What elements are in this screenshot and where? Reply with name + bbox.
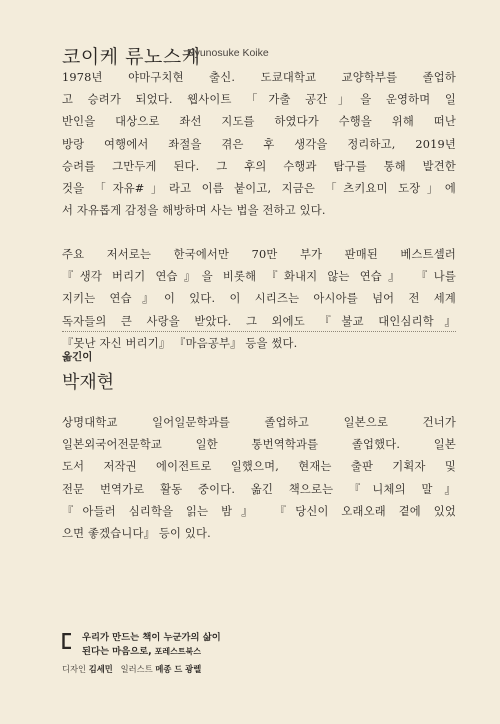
author-bio-line: 승려를 그만두게 된다. 그 후의 수행과 탐구를 통해 발견한	[62, 159, 456, 173]
publisher-name: 포레스트북스	[154, 647, 202, 656]
illust-name: 메종 드 광렐	[155, 664, 202, 674]
translator-bio-line: 도서 저작권 에이전트로 일했으며, 현재는 출판 기획자 및	[62, 460, 456, 474]
author-bio-line: 서 자유롭게 감정을 해방하며 사는 법을 전하고 있다.	[62, 204, 326, 218]
author-works-line: 독자들의 큰 사랑을 받았다. 그 외에도 『불교 대인심리학』	[62, 314, 456, 328]
translator-bio-line: 일본외국어전문학교 일한 통번역학과를 졸업했다. 일본	[62, 438, 456, 452]
publisher-logo-icon	[62, 633, 72, 649]
author-works-line: 주요 저서로는 한국에서만 70만 부가 판매된 베스트셀러	[62, 248, 456, 261]
translator-label: 옮긴이	[62, 351, 93, 363]
author-bio-line: 1978년 야마구치현 출신. 도쿄대학교 교양학부를 졸업하	[62, 71, 456, 84]
author-bio-line: 방랑 여행에서 좌절을 겪은 후 생각을 정리하고, 2019년	[62, 137, 456, 151]
design-name: 김세민	[88, 664, 113, 674]
author-bio-line: 반인을 대상으로 좌선 지도를 하였다가 수행을 위해 떠난	[62, 115, 456, 129]
author-bio-line: 고 승려가 되었다. 웹사이트 「가출 공간」을 운영하며 일	[62, 93, 456, 107]
section-divider	[62, 331, 456, 332]
author-works	[62, 244, 456, 355]
author-bio-line: 것을 「자유#」라고 이름 붙이고, 지금은 「츠키요미 도장」에	[62, 182, 456, 196]
translator-bio-line: 으면 좋겠습니다』 등이 있다.	[62, 527, 211, 541]
slogan-line-2-text: 된다는 마음으로,	[82, 646, 152, 657]
credits	[62, 663, 201, 675]
author-works-line: 『생각 버리기 연습』을 비롯해 『화내지 않는 연습』 『나를	[62, 270, 456, 284]
author-works-line: 『못난 자신 버리기』 『마음공부』 등을 썼다.	[62, 336, 298, 350]
translator-bio-line: 상명대학교 일어일문학과를 졸업하고 일본으로 건너가	[62, 416, 456, 429]
illust-label: 일러스트	[120, 664, 153, 674]
author-bio	[62, 67, 456, 222]
author-name: 코이케 류노스케	[62, 46, 201, 68]
publisher-slogan	[82, 631, 221, 659]
author-name-roman: Ryunosuke Koike	[187, 47, 269, 59]
slogan-line-2	[82, 645, 221, 659]
design-label: 디자인	[62, 664, 87, 674]
translator-name: 박재현	[62, 372, 115, 393]
translator-bio	[62, 412, 456, 545]
slogan-line-1: 우리가 만드는 책이 누군가의 삶이	[82, 632, 221, 643]
translator-bio-line: 『아들러 심리학을 읽는 밤』 『당신이 오래오래 곁에 있었	[62, 504, 456, 518]
translator-bio-line: 전문 번역가로 활동 중이다. 옮긴 책으로는 『니체의 말』	[62, 482, 456, 496]
author-works-line: 지키는 연습』이 있다. 이 시리즈는 아시아를 넘어 전 세계	[62, 292, 456, 306]
